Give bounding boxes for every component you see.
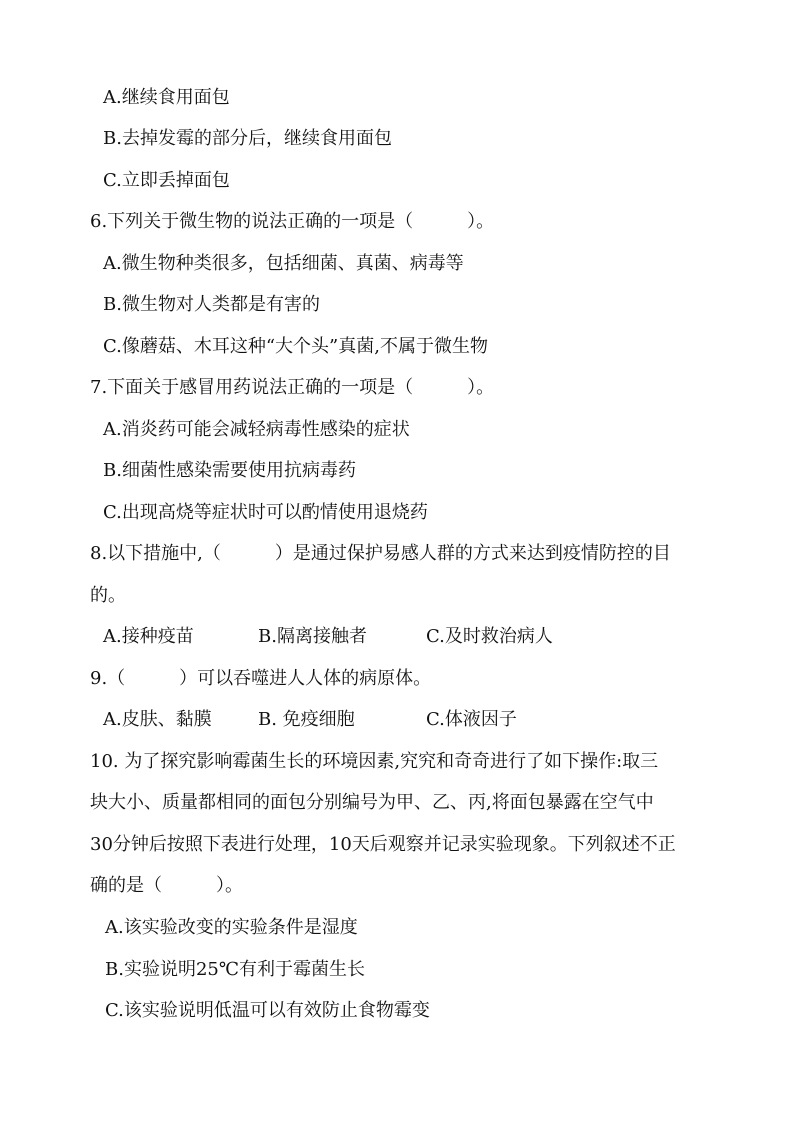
q10-stem-line-1: 10. 为了探究影响霉菌生长的环境因素,究究和奇奇进行了如下操作:取三 [90,751,659,772]
q9-stem: 9.（ ）可以吞噬进人人体的病原体。 [90,668,432,689]
q7-option-b: B.细菌性感染需要使用抗病毒药 [103,460,356,481]
q5-option-c: C.立即丢掉面包 [103,170,230,191]
q10-stem-line-3: 30分钟后按照下表进行处理，10天后观察并记录实验现象。下列叙述不正 [90,834,676,855]
q6-option-c: C.像蘑菇、木耳这种“大个头”真菌,不属于微生物 [103,336,488,357]
q9-option-b: B. 免疫细胞 [258,709,355,730]
q10-option-c: C.该实验说明低温可以有效防止食物霉变 [105,1000,430,1021]
q6-option-b: B.微生物对人类都是有害的 [103,294,320,315]
q9-option-c: C.体液因子 [426,709,517,730]
q8-stem-line-1: 8.以下措施中,（ ）是通过保护易感人群的方式来达到疫情防控的目 [90,543,671,564]
q6-option-a: A.微生物种类很多，包括细菌、真菌、病毒等 [103,253,464,274]
q8-option-a: A.接种疫苗 [103,626,194,647]
q5-option-a: A.继续食用面包 [103,87,230,108]
q8-option-c: C.及时救治病人 [426,626,553,647]
q8-option-b: B.隔离接触者 [258,626,367,647]
q10-stem-line-2: 块大小、质量都相同的面包分别编号为甲、乙、丙,将面包暴露在空气中 [90,792,654,813]
q10-option-a: A.该实验改变的实验条件是湿度 [105,917,358,938]
q5-option-b: B.去掉发霉的部分后，继续食用面包 [103,128,392,149]
q9-option-a: A.皮肤、黏膜 [103,709,212,730]
q7-option-c: C.出现高烧等症状时可以酌情使用退烧药 [103,502,428,523]
q7-stem: 7.下面关于感冒用药说法正确的一项是（ ）。 [90,377,495,398]
q8-stem-line-2: 的。 [90,585,126,606]
q6-stem: 6.下列关于微生物的说法正确的一项是（ ）。 [90,211,495,232]
q9-options-row [103,708,663,732]
q8-options-row [103,625,663,649]
q7-option-a: A.消炎药可能会减轻病毒性感染的症状 [103,419,410,440]
q10-option-b: B.实验说明25℃有利于霉菌生长 [105,959,365,980]
q10-stem-line-4: 确的是（ ）。 [90,875,243,896]
